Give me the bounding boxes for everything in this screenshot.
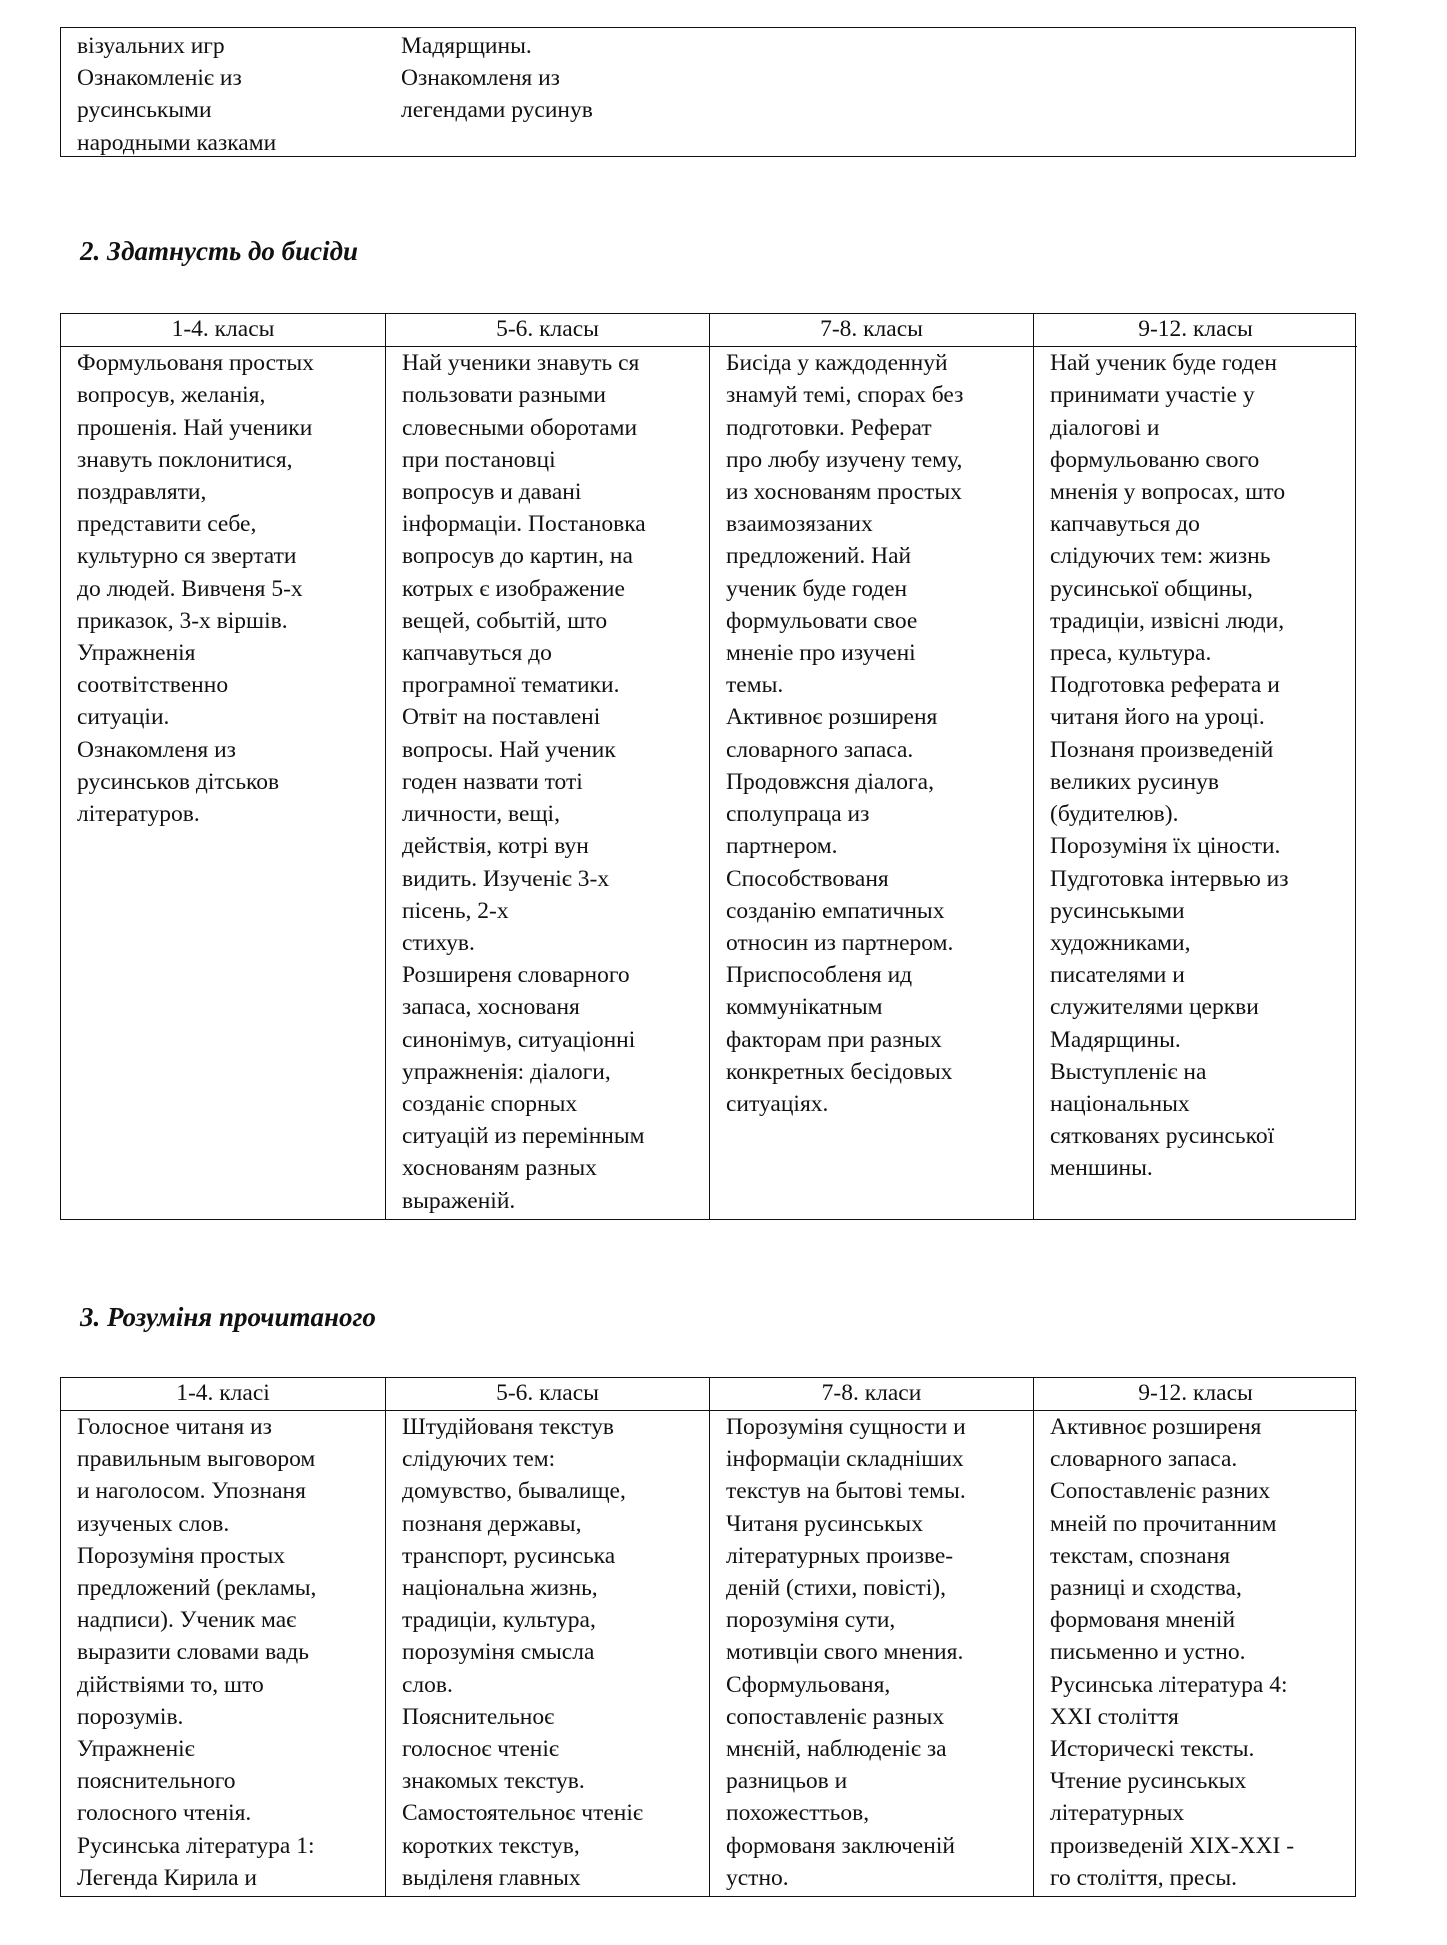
text-line: русинськыми (1050, 897, 1185, 924)
text-line: Штудійованя текстув (402, 1413, 614, 1440)
text-line: приказок, 3-х віршів. (77, 607, 288, 634)
text-line: Бисіда у каждоденнуй (726, 350, 948, 377)
text-line: слов. (402, 1671, 453, 1698)
text-line: сполупраца из (726, 801, 870, 828)
text-line: устно. (726, 1864, 789, 1891)
text-line: Голосное читаня из (77, 1413, 272, 1440)
text-line: и наголосом. Упознаня (77, 1478, 306, 1505)
text-line: художниками, (1050, 929, 1191, 956)
text-line: літературных (1050, 1800, 1185, 1827)
text-line: дійствіями то, што (77, 1671, 264, 1698)
text-line: вопросув до картин, на (402, 543, 633, 570)
text-line: мотивціи свого мнения. (726, 1639, 964, 1666)
text-line: служителями церкви (1050, 994, 1259, 1021)
text-line: читаня його на уроці. (1050, 704, 1265, 731)
text-line: предложений (рекламы, (77, 1574, 317, 1601)
s2-header-9-12: 9-12. класы (1033, 314, 1357, 347)
text-line: пояснительного (77, 1768, 236, 1795)
s3-col-9-12 (1033, 1411, 1357, 1896)
text-line: Легенда Кирила и (77, 1864, 257, 1891)
text-line: изученых слов. (77, 1510, 230, 1537)
text-line: голосноє чтеніє (402, 1736, 559, 1762)
text-line: Мадярщины. (401, 33, 532, 59)
text-line: словарного запаса. (1050, 1446, 1238, 1473)
s3-header-7-8: 7-8. класи (709, 1378, 1033, 1411)
text-line: котрых є изображение (402, 575, 625, 602)
text-line: предложений. Най (726, 543, 912, 570)
text-line: транспорт, русинська (402, 1542, 616, 1569)
text-line: традиціи, культура, (402, 1607, 596, 1634)
s2-col-1-4 (61, 347, 385, 1219)
text-line: інформаціи складніших (726, 1446, 964, 1473)
text-line: Порозуміня сущности и (726, 1413, 966, 1440)
text-line: разницьов и (726, 1768, 848, 1795)
text-line: ученик буде годен (726, 575, 908, 602)
text-line: вопросув и давані (402, 479, 582, 506)
text-line: преса, культура. (1050, 640, 1212, 667)
text-line: упражненія: діалоги, (402, 1058, 611, 1085)
text-line: Приспособленя ид (726, 962, 913, 989)
text-line: выразити словами вадь (77, 1639, 309, 1666)
text-line: конкретных бесідовых (726, 1058, 953, 1085)
s2-header-1-4: 1-4. класы (61, 314, 385, 347)
text-line: XXI століття (1050, 1703, 1179, 1730)
text-line: знакомых текстув. (402, 1768, 585, 1795)
text-line: мненіе про изучені (726, 640, 916, 667)
text-line: великих русинув (1050, 768, 1219, 795)
text-line: слідуючих тем: жизнь (1050, 543, 1271, 570)
text-line: надписи). Ученик має (77, 1607, 297, 1634)
text-line: культурно ся звертати (77, 543, 297, 570)
text-line: Выступленіє на (1050, 1058, 1207, 1085)
text-line: Продовжсня діалога, (726, 768, 934, 795)
text-line: Отвіт на поставлені (402, 704, 601, 731)
text-line: Упражненіє (77, 1736, 195, 1762)
text-line: разниці и сходства, (1050, 1574, 1242, 1601)
s2-col-7-8 (709, 347, 1033, 1219)
text-line: правильным выговором (77, 1446, 316, 1473)
text-line: словесными оборотами (402, 414, 638, 441)
text-line: слідуючих тем: (402, 1446, 556, 1473)
text-line: письменно и устно. (1050, 1639, 1246, 1666)
text-line: годен назвати тоті (402, 768, 583, 795)
text-line: хоснованям разных (402, 1155, 597, 1182)
text-line: принимати участіе у (1050, 382, 1255, 409)
text-line: формульовати свое (726, 607, 918, 634)
top-table (60, 27, 1356, 157)
text-line: знамуй темі, спорах без (726, 382, 964, 409)
text-line: видить. Изученіє 3-х (402, 865, 610, 892)
text-line: Формульованя простых (77, 350, 314, 377)
text-line: програмної тематики. (402, 672, 620, 699)
text-line: выражeній. (402, 1187, 516, 1214)
text-line: го століття, пресы. (1050, 1864, 1237, 1891)
text-line: текстув на бытові темы. (726, 1478, 966, 1505)
text-line: Подготовка реферата и (1050, 672, 1280, 699)
text-line: Активноє розширеня (1050, 1413, 1262, 1440)
s3-col-7-8 (709, 1411, 1033, 1896)
text-line: запаса, хоснованя (402, 994, 580, 1021)
text-line: пользовати разными (402, 382, 606, 409)
text-line: поздравляти, (77, 479, 207, 506)
text-line: выділеня главных (402, 1864, 581, 1891)
text-line: Историческі тексты. (1050, 1736, 1255, 1762)
text-line: из хоснованям простых (726, 479, 962, 506)
text-line: произведеній XIX-XXI - (1050, 1832, 1295, 1859)
text-line: вопросы. Най ученик (402, 736, 616, 763)
text-line: действія, котрі вун (402, 833, 589, 860)
text-line: текстам, спознаня (1050, 1542, 1231, 1569)
text-line: Порозуміня простых (77, 1542, 286, 1569)
text-line: національна жизнь, (402, 1574, 598, 1601)
text-line: подготовки. Реферат (726, 414, 932, 441)
top-table-col2 (385, 28, 1357, 159)
text-line: національных (1050, 1090, 1190, 1117)
s3-header-1-4: 1-4. класі (61, 1378, 385, 1411)
text-line: Познаня произведеній (1050, 736, 1274, 763)
text-line: созданіє спорных (402, 1090, 578, 1117)
text-line: русинськыми (77, 97, 212, 124)
text-line: взаимозязаних (726, 511, 873, 538)
text-line: голосного чтенія. (77, 1800, 252, 1827)
text-line: Мадярщины. (1050, 1026, 1181, 1053)
text-line: познаня державы, (402, 1510, 582, 1537)
text-line: літературов. (77, 801, 200, 828)
text-line: синонімув, ситуаціонні (402, 1026, 636, 1053)
section3-heading: 3. Розуміня прочитаного (80, 1302, 376, 1332)
text-line: Розширеня словарного (402, 962, 630, 989)
text-line: вопросув, желанія, (77, 382, 266, 409)
text-line: капчавуться до (1050, 511, 1200, 538)
text-line: про любу изучену тему, (726, 446, 963, 473)
text-line: домувство, бывалище, (402, 1478, 626, 1505)
text-line: Сформульованя, (726, 1671, 891, 1698)
text-line: мненія у вопросах, што (1050, 479, 1286, 506)
text-line: мнєній, наблюденіє за (726, 1736, 947, 1762)
text-line: относин из партнером. (726, 929, 954, 956)
text-line: сопоставленіє разных (726, 1703, 945, 1730)
text-line: партнером. (726, 833, 838, 860)
text-line: ситуаціях. (726, 1090, 829, 1117)
text-line: писателями и (1050, 962, 1185, 989)
text-line: інформаціи. Постановка (402, 511, 646, 538)
text-line: Активноє розширеня (726, 704, 938, 731)
text-line: вещей, событій, што (402, 607, 608, 634)
text-line: порозуміня смысла (402, 1639, 595, 1666)
text-line: ситуаціи. (77, 704, 170, 731)
text-line: традиціи, извісні люди, (1050, 607, 1285, 634)
s2-header-7-8: 7-8. класы (709, 314, 1033, 347)
text-line: пісень, 2-х (402, 897, 509, 924)
text-line: соотвітственно (77, 672, 229, 699)
section3-table (60, 1377, 1356, 1897)
text-line: народными казками (77, 129, 277, 156)
text-line: созданію емпатичных (726, 897, 945, 924)
text-line: Упражненія (77, 640, 196, 667)
text-line: Способствованя (726, 865, 889, 892)
text-line: Читаня русинськых (726, 1510, 923, 1537)
text-line: (будителюв). (1050, 801, 1179, 828)
top-table-col1 (61, 28, 385, 159)
text-line: факторам при разных (726, 1026, 942, 1053)
text-line: Сопоставленіє разних (1050, 1478, 1271, 1505)
text-line: формованя заключеній (726, 1832, 955, 1859)
text-line: мнеій по прочитанним (1050, 1510, 1277, 1537)
text-line: русинськов дітськов (77, 768, 280, 795)
text-line: стихув. (402, 929, 475, 956)
text-line: Ознакомленіє из (77, 65, 242, 92)
text-line: темы. (726, 672, 784, 699)
s3-header-9-12: 9-12. класы (1033, 1378, 1357, 1411)
text-line: коротких текстув, (402, 1832, 580, 1859)
text-line: до людей. Вивченя 5-х (77, 575, 303, 602)
s2-col-9-12 (1033, 347, 1357, 1219)
text-line: візуальних игр (77, 33, 225, 59)
text-line: знавуть поклонитися, (77, 446, 293, 473)
text-line: личности, вещі, (402, 801, 560, 828)
text-line: порозумів. (77, 1703, 184, 1730)
section2-table (60, 313, 1356, 1220)
s3-col-5-6 (385, 1411, 709, 1896)
text-line: літературных произве- (726, 1542, 954, 1569)
text-line: формованя мненій (1050, 1607, 1236, 1634)
text-line: Ознакомленя из (401, 65, 560, 92)
text-line: словарного запаса. (726, 736, 914, 763)
text-line: Русинська література 1: (77, 1832, 315, 1859)
text-line: Чтение русинськых (1050, 1768, 1247, 1795)
s3-col-1-4 (61, 1411, 385, 1896)
text-line: сяткованях русинської (1050, 1123, 1275, 1150)
text-line: прошенія. Най ученики (77, 414, 313, 441)
s3-header-5-6: 5-6. класы (385, 1378, 709, 1411)
text-line: Ознакомленя из (77, 736, 236, 763)
text-line: Най ученик буде годен (1050, 350, 1277, 377)
text-line: діалогові и (1050, 414, 1160, 441)
text-line: похожесттьов, (726, 1800, 870, 1827)
text-line: коммунікатным (726, 994, 883, 1021)
text-line: Порозуміня їх цiности. (1050, 833, 1281, 860)
text-line: Русинська література 4: (1050, 1671, 1288, 1698)
text-line: ситуацій из перемінным (402, 1123, 645, 1150)
text-line: Най ученики знавуть ся (402, 350, 640, 377)
s2-col-5-6 (385, 347, 709, 1219)
text-line: представити себе, (77, 511, 257, 538)
text-line: капчавуться до (402, 640, 552, 667)
text-line: деній (стихи, повісті), (726, 1574, 947, 1601)
text-line: порозуміня сути, (726, 1607, 896, 1634)
section2-heading: 2. Здатнусть до бисіди (80, 236, 359, 266)
text-line: при постановці (402, 446, 556, 473)
text-line: меншины. (1050, 1155, 1153, 1182)
text-line: Самостоятельноє чтеніє (402, 1800, 643, 1827)
text-line: легендами русинув (401, 97, 593, 124)
s2-header-5-6: 5-6. класы (385, 314, 709, 347)
text-line: русинської общины, (1050, 575, 1253, 602)
text-line: Пояснительноє (402, 1703, 555, 1730)
text-line: Пудготовка інтервью из (1050, 865, 1289, 892)
text-line: формульованю свого (1050, 446, 1260, 473)
